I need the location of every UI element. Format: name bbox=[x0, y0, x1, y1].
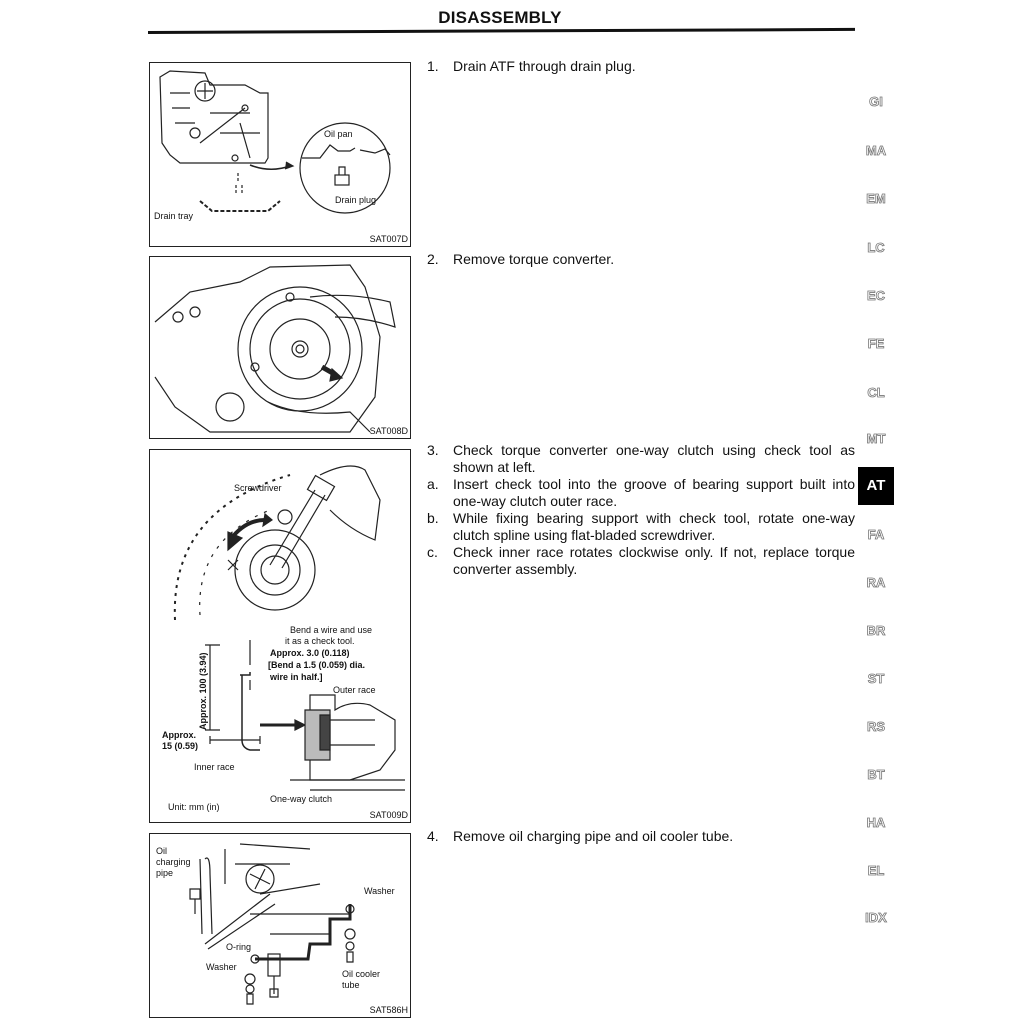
label-approx-100: Approx. 100 (3.94) bbox=[198, 652, 208, 730]
label-oil-cooler: Oil cooler bbox=[342, 969, 381, 979]
label-bend-wire: Bend a wire and use bbox=[290, 625, 373, 635]
step-2: 2. Remove torque converter. bbox=[427, 251, 615, 267]
substep-b: b. While fixing bearing support with check tool, rotate one-way clutch spline using flat-bladed screwdriver. bbox=[427, 510, 855, 543]
label-oil: Oil bbox=[156, 846, 167, 856]
tab-bt[interactable]: BT bbox=[867, 767, 885, 782]
tab-fa[interactable]: FA bbox=[867, 527, 885, 542]
label-pipe: pipe bbox=[156, 868, 174, 878]
label-tube: tube bbox=[342, 980, 360, 990]
title-rule bbox=[148, 28, 855, 34]
label-inner-race: Inner race bbox=[194, 762, 235, 772]
label-washer-right: Washer bbox=[364, 886, 395, 896]
tab-fe[interactable]: FE bbox=[867, 336, 885, 351]
tab-ec[interactable]: EC bbox=[866, 288, 886, 303]
figure-remove-torque-converter bbox=[149, 256, 411, 439]
figure-one-way-clutch-check bbox=[149, 449, 411, 823]
substep-c: c. Check inner race rotates clockwise only. If not, replace torque converter assembly. bbox=[427, 544, 855, 577]
figure-oil-charging-pipe bbox=[149, 833, 411, 1018]
label-drain-tray: Drain tray bbox=[154, 211, 194, 221]
label-screwdriver: Screwdriver bbox=[234, 483, 282, 493]
figure-code: SAT007D bbox=[369, 234, 408, 244]
label-o-ring: O-ring bbox=[226, 942, 252, 952]
label-check-tool: it as a check tool. bbox=[285, 636, 355, 646]
tab-ma[interactable]: MA bbox=[865, 143, 887, 158]
tab-cl[interactable]: CL bbox=[867, 385, 885, 400]
label-bend-dia: [Bend a 1.5 (0.059) dia. bbox=[268, 660, 366, 670]
label-outer-race: Outer race bbox=[333, 685, 376, 695]
label-unit: Unit: mm (in) bbox=[168, 802, 220, 812]
figure-code: SAT009D bbox=[369, 810, 408, 820]
page-title: DISASSEMBLY bbox=[438, 8, 562, 27]
tab-gi[interactable]: GI bbox=[869, 94, 883, 109]
tab-em[interactable]: EM bbox=[866, 191, 886, 206]
tab-el[interactable]: EL bbox=[867, 863, 885, 878]
label-drain-plug: Drain plug bbox=[335, 195, 377, 205]
figure-code: SAT586H bbox=[369, 1005, 408, 1015]
label-approx-15: Approx. bbox=[162, 730, 197, 740]
tab-br[interactable]: BR bbox=[866, 623, 886, 638]
figure-drain-atf bbox=[149, 62, 411, 247]
tab-mt[interactable]: MT bbox=[866, 431, 886, 446]
tab-idx[interactable]: IDX bbox=[865, 910, 887, 925]
tab-at-active[interactable]: AT bbox=[858, 467, 894, 505]
tab-lc[interactable]: LC bbox=[867, 240, 885, 255]
tab-st[interactable]: ST bbox=[867, 671, 885, 686]
step-1: 1. Drain ATF through drain plug. bbox=[427, 58, 636, 74]
label-wire-half: wire in half.] bbox=[270, 672, 323, 682]
figure-code: SAT008D bbox=[369, 426, 408, 436]
tab-ha[interactable]: HA bbox=[866, 815, 886, 830]
tab-rs[interactable]: RS bbox=[866, 719, 886, 734]
label-charging: charging bbox=[156, 857, 191, 867]
label-washer-left: Washer bbox=[206, 962, 237, 972]
substep-a: a. Insert check tool into the groove of bearing support built into one-way clutch outer race. bbox=[427, 476, 855, 509]
label-oil-pan: Oil pan bbox=[324, 129, 353, 139]
tab-ra[interactable]: RA bbox=[866, 575, 886, 590]
label-approx-3: Approx. 3.0 (0.118) bbox=[270, 648, 350, 658]
label-one-way-clutch: One-way clutch bbox=[270, 794, 333, 804]
step-3: 3. Check torque converter one-way clutch using check tool as shown at left. a. Insert check tool into the groove of bearing support built into one-way clutch outer race. b. While fixing bearing support with check tool, rotate one-way clutch spline using flat-bladed screwdriver. c. Check inner race rotates clockwise only. If not, replace torque converter assembly. bbox=[427, 442, 855, 577]
label-approx-15-value: 15 (0.59) bbox=[162, 741, 199, 751]
step-4: 4. Remove oil charging pipe and oil cooler tube. bbox=[427, 828, 734, 844]
